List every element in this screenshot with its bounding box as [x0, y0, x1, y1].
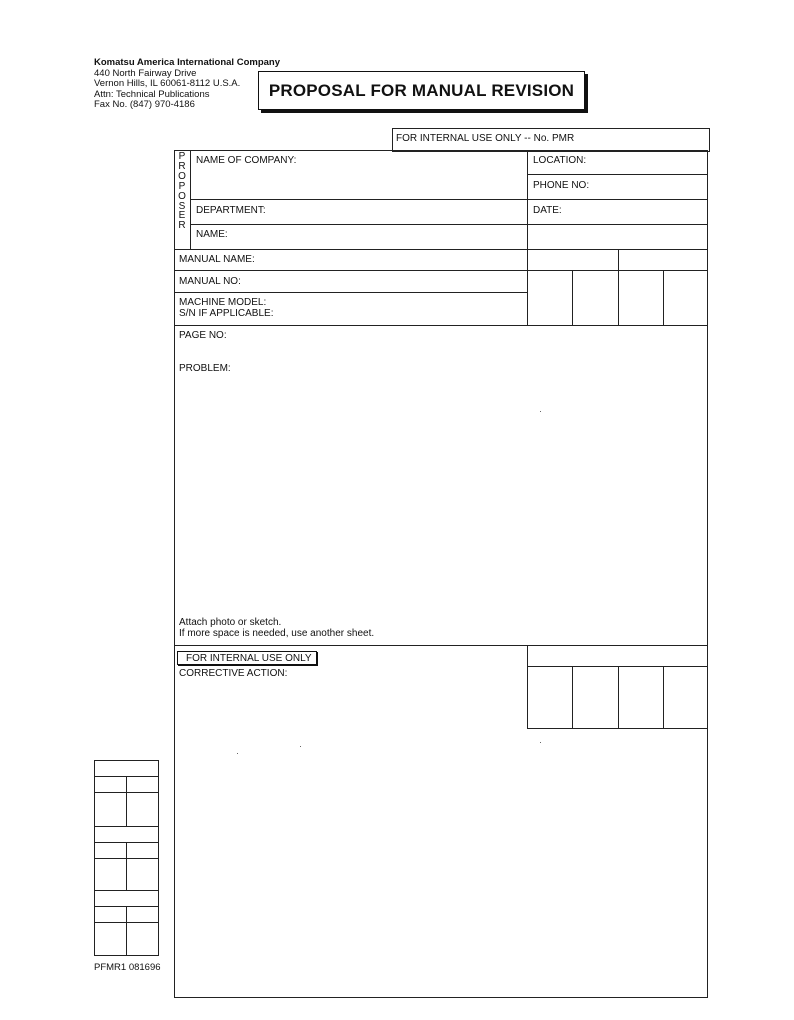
right-column-divider	[527, 150, 528, 326]
routing-divider	[126, 842, 127, 890]
internal-column-divider	[527, 645, 528, 728]
routing-divider	[126, 776, 127, 826]
cell-divider	[618, 249, 619, 270]
name-field-label: NAME:	[196, 229, 228, 240]
rule-company	[190, 199, 708, 200]
problem-field-label: PROBLEM:	[179, 363, 231, 374]
page-no-field-label: PAGE NO:	[179, 330, 227, 341]
company-name-field-label: NAME OF COMPANY:	[196, 155, 297, 166]
proposer-column-divider	[190, 150, 191, 250]
location-field-label: LOCATION:	[533, 155, 587, 166]
manual-name-field-label: MANUAL NAME:	[179, 254, 255, 265]
internal-use-label: FOR INTERNAL USE ONLY	[177, 651, 317, 665]
scan-speck	[540, 742, 541, 743]
pmr-label: FOR INTERNAL USE ONLY -- No. PMR	[396, 133, 575, 144]
rule-manual-no	[174, 292, 527, 293]
proposer-letter: R	[178, 160, 186, 172]
rule-name	[174, 249, 708, 250]
attach-note: Attach photo or sketch.	[179, 617, 282, 628]
corrective-action-field-label: CORRECTIVE ACTION:	[179, 668, 288, 679]
rule-problem-end	[174, 645, 708, 646]
proposer-letter: R	[178, 220, 186, 232]
proposer-letter: E	[178, 210, 186, 222]
rule-manual-name	[174, 270, 708, 271]
internal-cell-rule-bottom	[527, 728, 708, 729]
proposer-vertical-label	[174, 152, 190, 248]
proposer-letter: P	[178, 151, 186, 162]
proposer-letter: O	[178, 170, 186, 182]
manual-no-field-label: MANUAL NO:	[179, 276, 241, 287]
machine-model-field-label: MACHINE MODEL:	[179, 297, 267, 308]
scan-speck	[237, 753, 238, 754]
address-line-city: Vernon Hills, IL 60061-8112 U.S.A.	[94, 78, 241, 89]
proposer-letter: S	[178, 200, 186, 212]
pmr-number-field[interactable]	[392, 128, 710, 152]
company-address-block	[94, 58, 280, 111]
cell-divider	[618, 270, 619, 325]
address-line-attn: Attn: Technical Publications	[94, 88, 210, 100]
company-name: Komatsu America International Company	[94, 57, 280, 68]
scan-speck	[300, 746, 301, 747]
routing-divider	[126, 906, 127, 956]
address-line-fax: Fax No. (847) 970-4186	[94, 99, 195, 110]
form-title: PROPOSAL FOR MANUAL REVISION	[258, 71, 585, 110]
phone-field-label: PHONE NO:	[533, 180, 590, 191]
serial-number-field-label: S/N IF APPLICABLE:	[179, 308, 274, 319]
routing-rule	[94, 826, 159, 827]
cell-divider	[618, 666, 619, 728]
date-field-label: DATE:	[533, 205, 562, 216]
rule-machine-model	[174, 325, 708, 326]
proposer-letter: O	[178, 190, 186, 202]
proposal-form	[174, 150, 708, 998]
more-space-note: If more space is needed, use another sheet.	[179, 628, 375, 639]
department-field-label: DEPARTMENT:	[196, 205, 266, 216]
address-line-street: 440 North Fairway Drive	[94, 67, 197, 79]
routing-rule	[94, 890, 159, 891]
form-code: PFMR1 081696	[94, 962, 161, 973]
cell-divider	[663, 666, 664, 728]
scan-speck	[540, 411, 541, 412]
rule-location	[527, 174, 708, 175]
proposer-letter: P	[178, 180, 186, 192]
cell-divider	[663, 270, 664, 325]
cell-divider	[572, 666, 573, 728]
cell-divider	[572, 270, 573, 325]
rule-department	[190, 224, 708, 225]
